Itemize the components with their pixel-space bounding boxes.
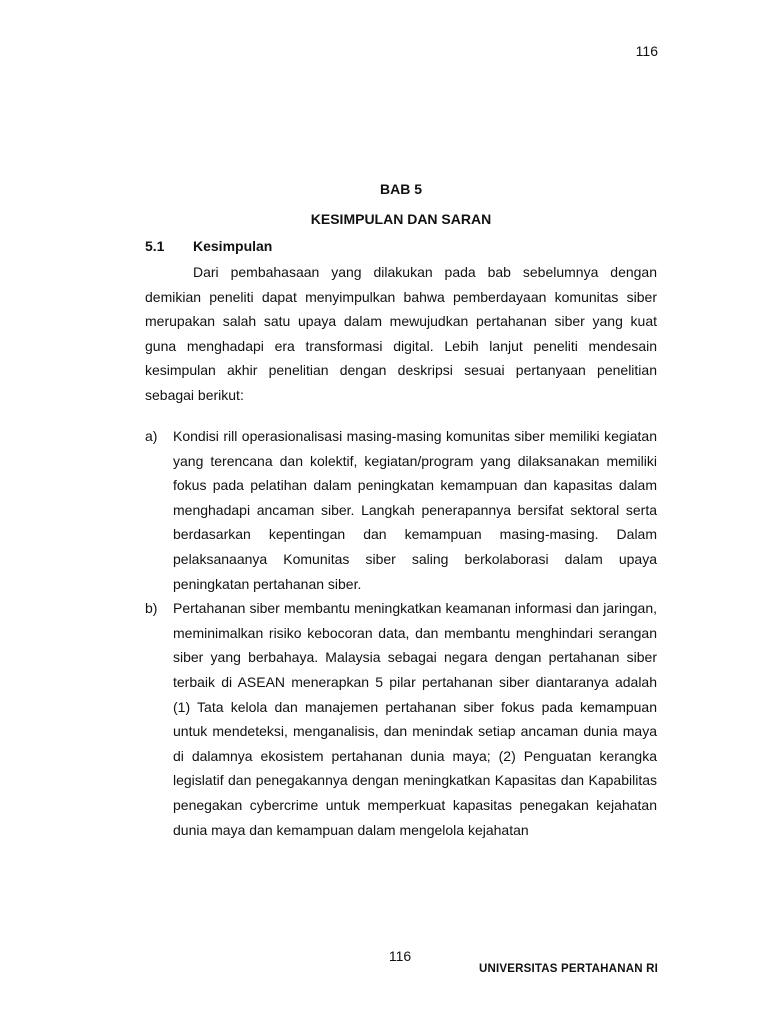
footer-page-number: 116 bbox=[388, 948, 412, 964]
list-item-text: Pertahanan siber membantu meningkatkan keamanan informasi dan jaringan, meminimalkan risiko kebocoran data, dan membantu menghindari serangan siber yang berbahaya. Malaysia sebagai negara dengan pertahanan siber terbaik di ASEAN menerapkan 5 pilar pertahanan siber diantaranya adalah (1) Tata kelola dan manajemen pertahanan siber fokus pada kemampuan untuk mendeteksi, menganalisis, dan menindak setiap ancaman dunia maya di dalamnya ekosistem pertahanan dunia maya; (2) Penguatan kerangka legislatif dan penegakannya dengan meningkatkan Kapasitas dan Kapabilitas penegakan cybercrime untuk memperkuat kapasitas penegakan kejahatan dunia maya dan kemampuan dalam mengelola kejahatan bbox=[173, 600, 657, 838]
list-item-text: Kondisi rill operasionalisasi masing-masing komunitas siber memiliki kegiatan yang terencana dan kolektif, kegiatan/program yang dilaksanakan memiliki fokus pada pelatihan dalam peningkatan kemampuan dan kapasitas dalam menghadapi ancaman siber. Langkah penerapannya bersifat sektoral serta berdasarkan kepentingan dan kemampuan masing-masing. Dalam pelaksanaanya Komunitas siber saling berkolaborasi dalam upaya peningkatan pertahanan siber. bbox=[173, 428, 657, 592]
chapter-heading bbox=[145, 174, 657, 234]
section-title: Kesimpulan bbox=[193, 238, 273, 254]
body-text bbox=[145, 260, 657, 408]
header-page-number: 116 bbox=[635, 43, 658, 59]
list-item bbox=[145, 424, 657, 596]
intro-paragraph: Dari pembahasaan yang dilakukan pada bab sebelumnya dengan demikian peneliti dapat menyimpulkan bahwa pemberdayaan komunitas siber merupakan salah satu upaya dalam mewujudkan pertahanan siber yang kuat guna menghadapi era transformasi digital. Lebih lanjut peneliti mendesain kesimpulan akhir penelitian dengan deskripsi sesuai pertanyaan penelitian sebagai berikut: bbox=[145, 264, 657, 403]
footer-institution: UNIVERSITAS PERTAHANAN RI bbox=[479, 963, 658, 975]
chapter-label: BAB 5 bbox=[379, 181, 422, 197]
chapter-title: KESIMPULAN DAN SARAN bbox=[310, 211, 492, 227]
list-marker: a) bbox=[145, 428, 158, 444]
list-item bbox=[145, 596, 657, 842]
section-heading bbox=[145, 236, 272, 256]
list-marker: b) bbox=[145, 600, 158, 617]
section-number: 5.1 bbox=[145, 238, 165, 254]
conclusion-list bbox=[145, 424, 657, 842]
